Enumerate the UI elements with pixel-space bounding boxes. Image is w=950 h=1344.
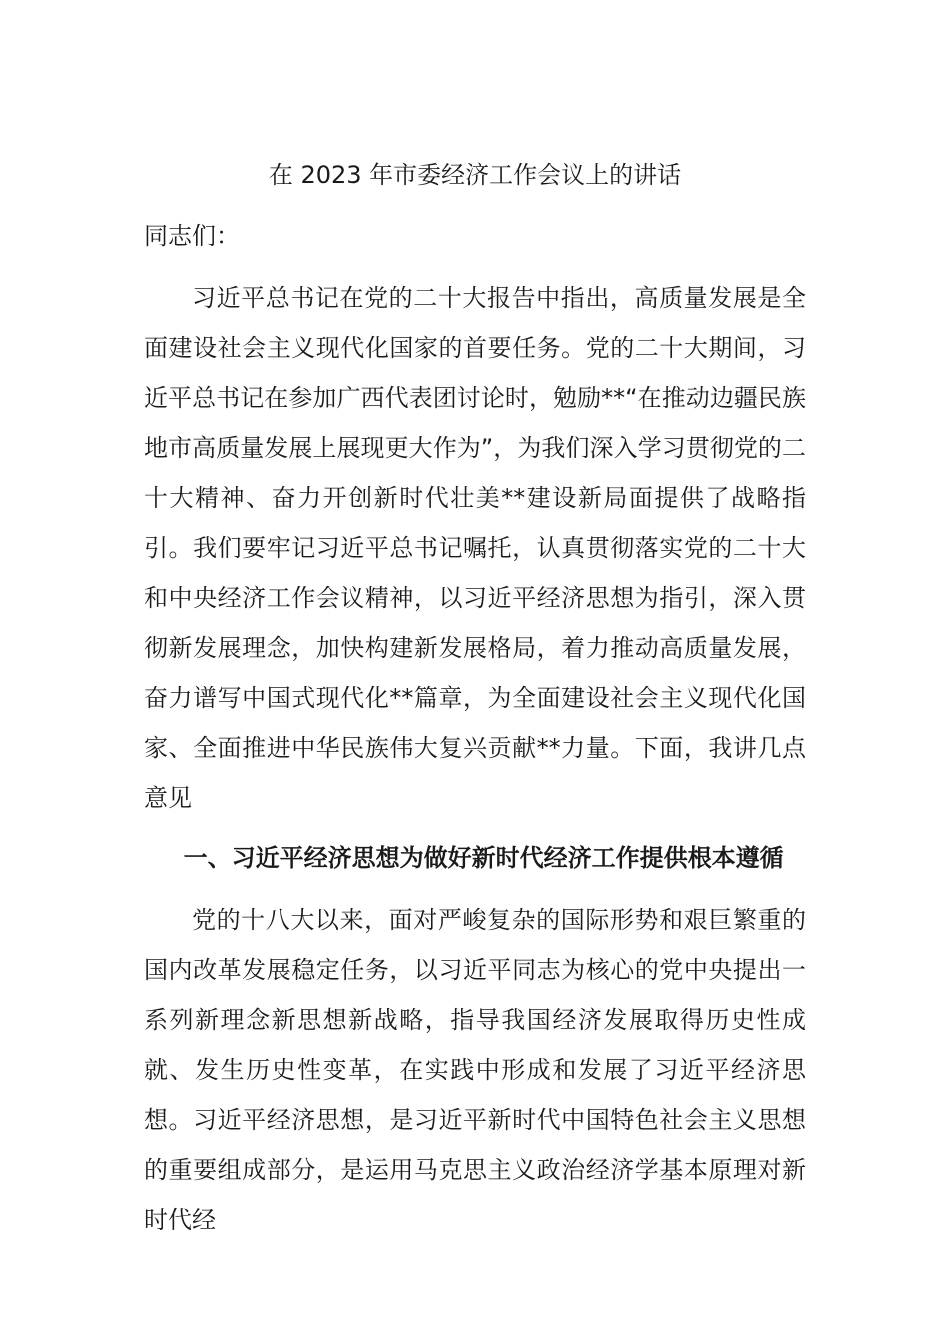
section-heading: 一、习近平经济思想为做好新时代经济工作提供根本遵循	[183, 844, 784, 872]
salutation: 同志们：	[144, 222, 240, 250]
document-title: 在 2023 年市委经济工作会议上的讲话	[268, 161, 682, 189]
paragraph-section-one: 党的十八大以来，面对严峻复杂的国际形势和艰巨繁重的国内改革发展稳定任务，以习近平同志为核心的党中央提出一系列新理念新思想新战略，指导我国经济发展取得历史性成就、发生历史性变革，在实践中形成和发展了习近平经济思想。习近平经济思想，是习近平新时代中国特色社会主义思想的重要组成部分，是运用马克思主义政治经济学基本原理对新时代经	[144, 906, 806, 1234]
paragraph-intro: 习近平总书记在党的二十大报告中指出，高质量发展是全面建设社会主义现代化国家的首要任务。党的二十大期间，习近平总书记在参加广西代表团讨论时，勉励**“在推动边疆民族地市高质量发展上展现更大作为”，为我们深入学习贯彻党的二十大精神、奋力开创新时代壮美**建设新局面提供了战略指引。我们要牢记习近平总书记嘱托，认真贯彻落实党的二十大和中央经济工作会议精神，以习近平经济思想为指引，深入贯彻新发展理念，加快构建新发展格局，着力推动高质量发展，奋力谱写中国式现代化**篇章，为全面建设社会主义现代化国家、全面推进中华民族伟大复兴贡献**力量。下面，我讲几点意见	[144, 284, 806, 812]
